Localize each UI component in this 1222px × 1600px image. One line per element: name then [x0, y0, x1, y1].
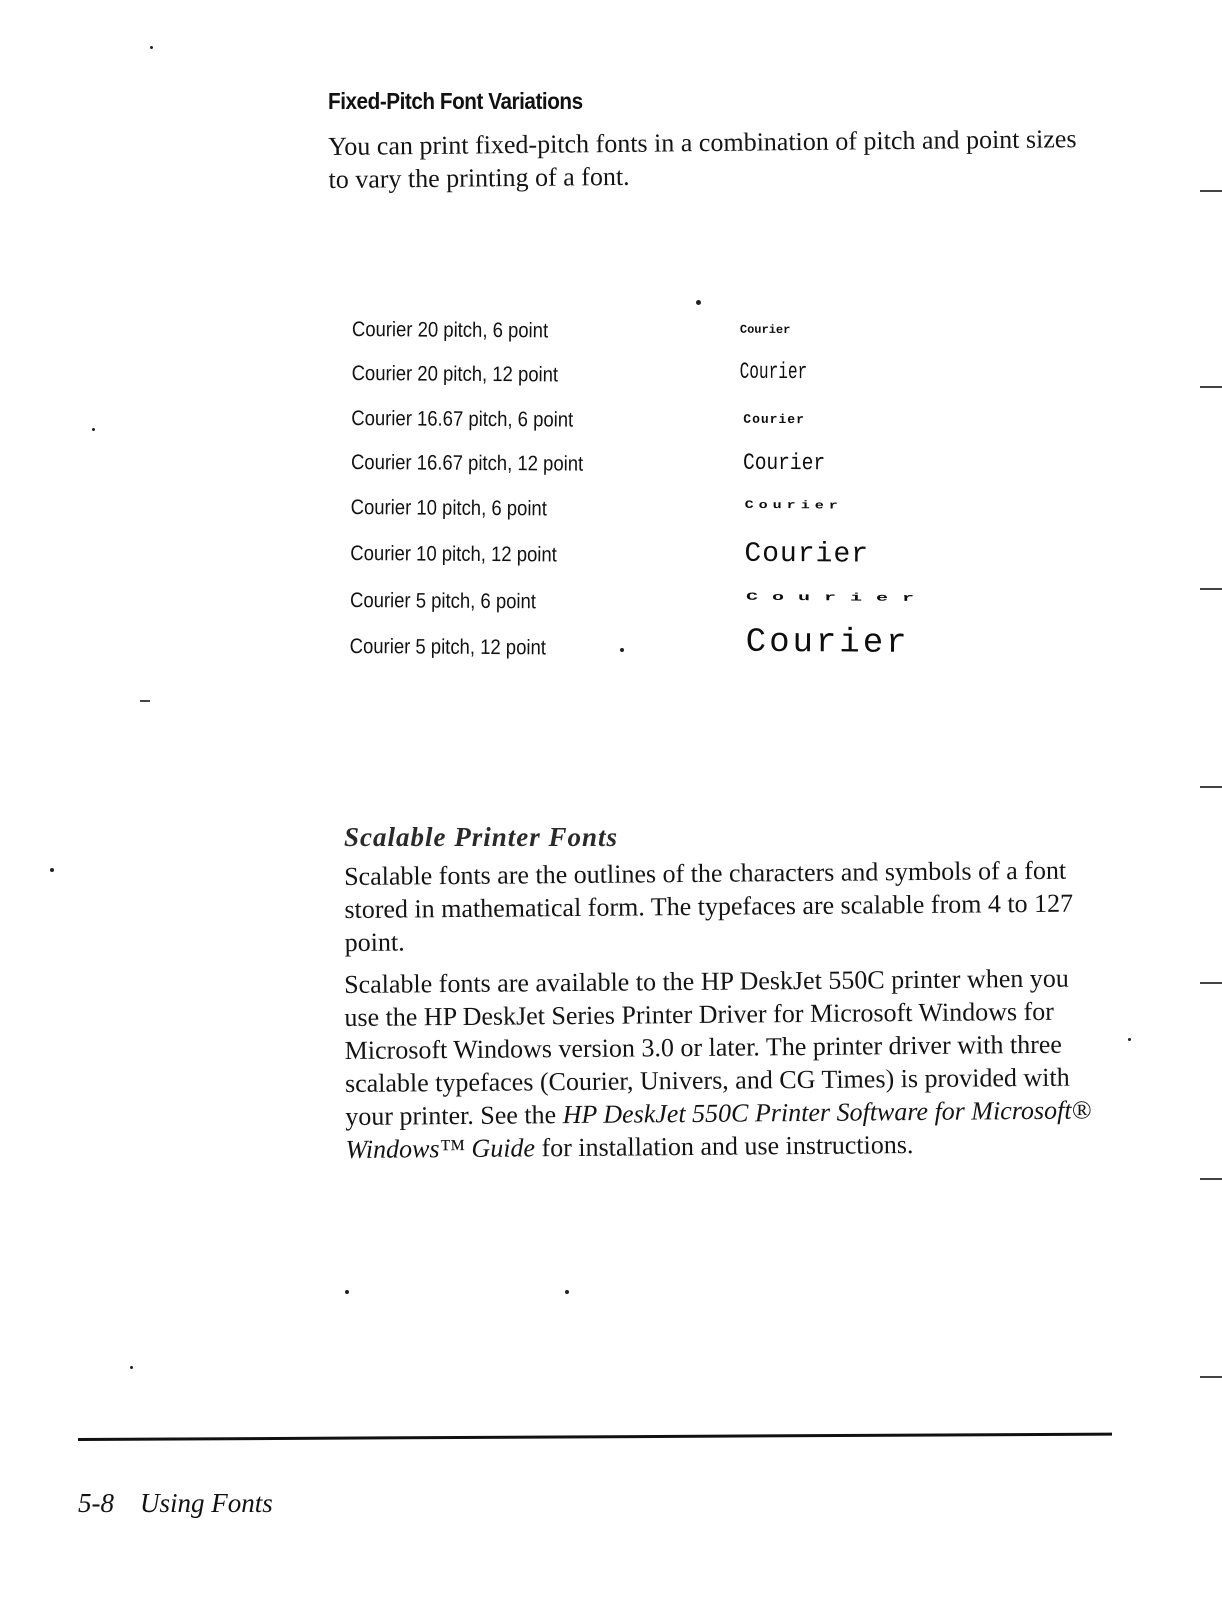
margin-tick — [1200, 982, 1222, 984]
row-label: Courier 5 pitch, 6 point — [349, 588, 537, 614]
chapter-title: Using Fonts — [140, 1488, 273, 1518]
margin-tick — [140, 700, 150, 702]
row-label: Courier 10 pitch, 12 point — [350, 541, 557, 567]
row-label: Courier 16.67 pitch, 6 point — [351, 406, 574, 432]
margin-tick — [1200, 1376, 1222, 1378]
scan-speck — [1128, 1038, 1131, 1041]
row-label: Courier 5 pitch, 12 point — [349, 634, 546, 660]
courier-sample: Courier — [739, 322, 791, 338]
guide-title: HP DeskJet 550C Printer Software for Microsoft® Windows™ Guide — [345, 1095, 1092, 1164]
margin-tick — [1200, 588, 1222, 590]
scan-speck — [130, 1366, 133, 1369]
scan-speck — [696, 300, 701, 305]
scan-speck — [92, 428, 95, 431]
courier-sample: Courier — [744, 498, 843, 513]
scan-speck — [50, 868, 54, 872]
scan-speck — [345, 1290, 349, 1294]
scan-speck — [620, 648, 624, 652]
courier-sample: Courier — [745, 623, 910, 663]
page-footer — [78, 1488, 273, 1519]
scan-speck — [150, 46, 153, 49]
scalable-paragraph-1: Scalable fonts are the outlines of the characters and symbols of a font stored in mathematical form. The typefaces are scalable from 4 to 127 point. — [344, 855, 1074, 957]
courier-sample: Courier — [744, 538, 870, 571]
footer-rule — [78, 1433, 1112, 1441]
row-label: Courier 20 pitch, 12 point — [351, 361, 559, 387]
paragraph-text-end: for installation and use instructions. — [534, 1130, 914, 1163]
row-label: Courier 10 pitch, 6 point — [350, 495, 547, 521]
courier-sample: Courier — [742, 449, 826, 477]
intro-paragraph: You can print fixed-pitch fonts in a combination of pitch and point sizes to vary the printing of a font. — [328, 124, 1077, 194]
scan-speck — [565, 1290, 569, 1294]
paragraph-text: Scalable fonts are available to the HP DeskJet 550C printer when you use the HP DeskJet Series Printer Driver for Microsoft Windows for Microsoft Windows version 3.0 or later. The printer driver with three scalable typefaces (Courier, Univers, and CG Times) is provided with your printer. See the — [344, 963, 1070, 1131]
margin-tick — [1200, 786, 1222, 788]
courier-sample: Courier — [746, 590, 929, 605]
margin-tick — [1200, 1178, 1222, 1180]
row-label: Courier 20 pitch, 6 point — [351, 318, 549, 343]
scalable-paragraph-2 — [344, 961, 1106, 1166]
section-heading: Fixed-Pitch Font Variations — [328, 88, 583, 114]
margin-tick — [1200, 386, 1222, 388]
courier-sample: Courier — [739, 358, 808, 386]
scalable-fonts-heading: Scalable Printer Fonts — [344, 822, 619, 852]
font-variation-table — [349, 318, 1052, 663]
page-number: 5-8 — [78, 1488, 114, 1518]
row-label: Courier 16.67 pitch, 12 point — [350, 450, 584, 476]
margin-tick — [1200, 190, 1222, 192]
courier-sample: Courier — [743, 411, 805, 428]
